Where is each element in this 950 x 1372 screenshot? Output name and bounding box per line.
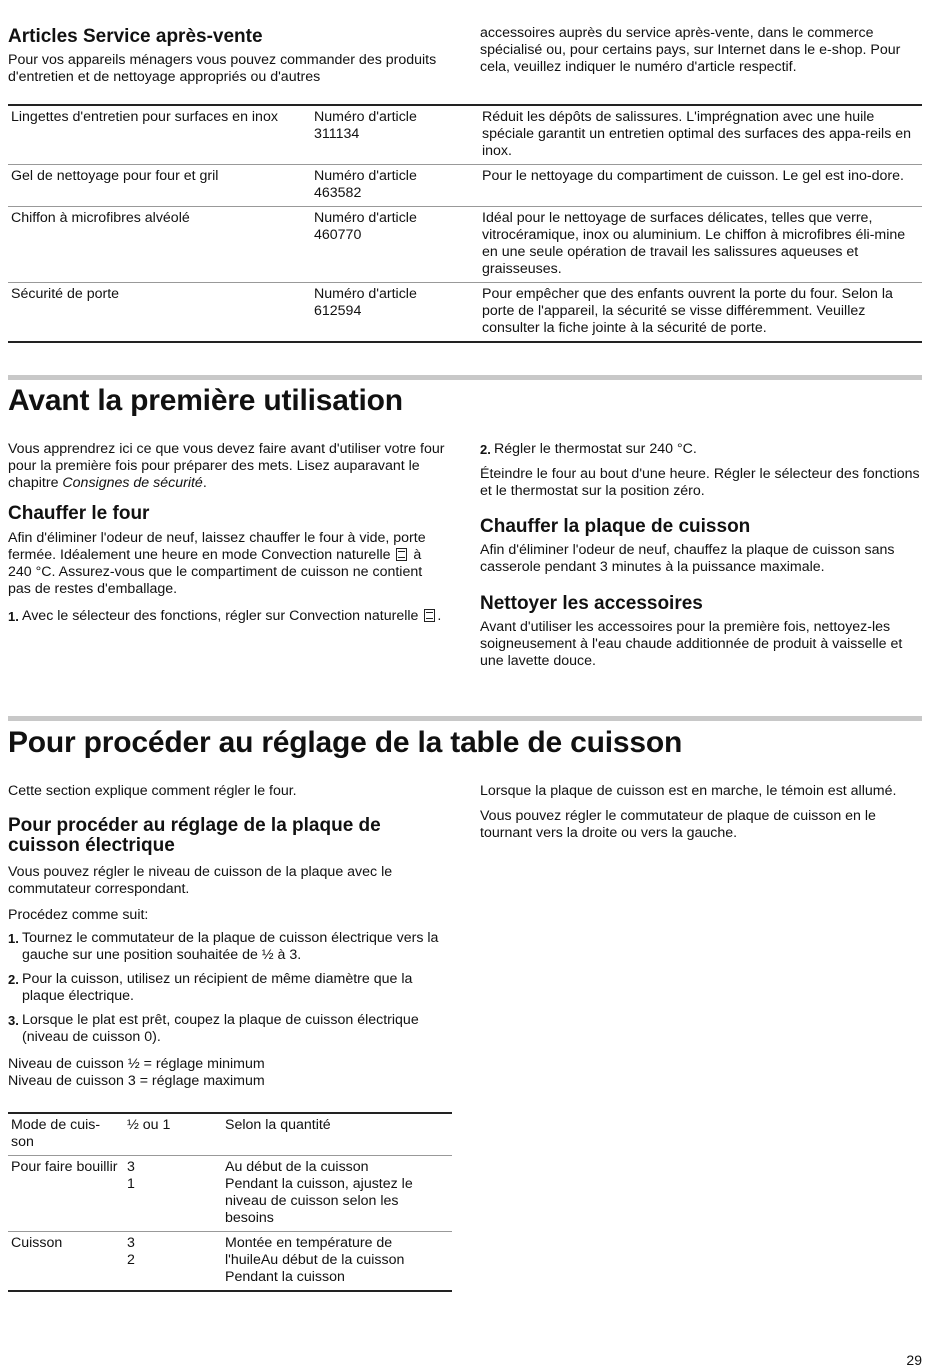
heat-plate-text: Afin d'éliminer l'odeur de neuf, chauffez la plaque de cuisson sans casserole pendant 3 minutes à la puissance maximale.	[480, 542, 895, 575]
article-number: 612594	[314, 303, 362, 319]
table-row	[8, 1156, 452, 1232]
step-number: 2.	[480, 442, 491, 457]
cooking-level: 3 1	[124, 1156, 222, 1232]
step-number: 1.	[8, 931, 19, 946]
step-number: 3.	[8, 1013, 19, 1028]
article-name: Sécurité de porte	[8, 283, 311, 343]
cooking-note: Montée en température de l'huileAu début de la cuisson Pendant la cuisson	[222, 1232, 452, 1292]
proceed-text: Procédez comme suit:	[8, 907, 149, 923]
article-number-label: Numéro d'article	[314, 168, 417, 184]
step-text: Lorsque le plat est prêt, coupez la plaque de cuisson électrique (niveau de cuisson 0).	[22, 1012, 419, 1045]
heat-oven-step-2	[480, 441, 920, 458]
hob-right-p1: Lorsque la plaque de cuisson est en marche, le témoin est allumé.	[480, 783, 897, 799]
article-name: Chiffon à microfibres alvéolé	[8, 207, 311, 283]
table-row	[8, 1113, 452, 1156]
article-description: Idéal pour le nettoyage de surfaces délicates, telles que verre, vitrocéramique, inox ou aluminium. Le chiffon à microfibres éli-mine en une seule opération de travail les salissures aqueuses et graisseuses.	[479, 207, 922, 283]
step-text: Tournez le commutateur de la plaque de cuisson électrique vers la gauche sur une position souhaitée de ½ à 3.	[22, 930, 439, 963]
article-number-label: Numéro d'article	[314, 210, 417, 226]
clean-accessories-title: Nettoyer les accessoires	[480, 593, 703, 614]
article-number: 463582	[314, 185, 362, 201]
hob-intro: Cette section explique comment régler le four.	[8, 783, 297, 799]
table-row	[8, 165, 922, 207]
section-divider	[8, 716, 922, 721]
articles-intro-right: accessoires auprès du service après-vente, dans le commerce spécialisé ou, pour certains pays, sur Internet dans le e-shop. Pour cela, veuillez indiquer le numéro d'article respectif.	[480, 25, 901, 75]
step-text: Pour la cuisson, utilisez un récipient de même diamètre que la plaque électrique.	[22, 971, 413, 1004]
hob-right-column	[480, 783, 920, 842]
article-description: Pour empêcher que des enfants ouvrent la porte du four. Selon la porte de l'appareil, la sécurité se visse différemment. Veuillez consulter la fiche jointe à la sécurité de porte.	[479, 283, 922, 343]
intro-end: .	[202, 475, 207, 491]
level-max: Niveau de cuisson 3 = réglage maximum	[8, 1073, 265, 1089]
step-text: Régler le thermostat sur 240 °C.	[494, 441, 697, 457]
section-divider	[8, 375, 922, 380]
article-number-cell	[311, 207, 479, 283]
hob-right-p2: Vous pouvez régler le commutateur de plaque de cuisson en le tournant vers la droite ou vers la gauche.	[480, 808, 876, 841]
heat-oven-step-1	[8, 608, 448, 625]
table-row	[8, 105, 922, 165]
electric-plate-title: Pour procéder au réglage de la plaque de cuisson électrique	[8, 815, 381, 856]
article-number-label: Numéro d'article	[314, 109, 417, 125]
cooking-note: Au début de la cuisson Pendant la cuisson, ajustez le niveau de cuisson selon les besoins	[222, 1156, 452, 1232]
cooking-level: 3 2	[124, 1232, 222, 1292]
convection-naturelle-icon	[424, 609, 435, 622]
level-min: Niveau de cuisson ½ = réglage minimum	[8, 1056, 265, 1072]
article-number-cell	[311, 105, 479, 165]
cooking-level: ½ ou 1	[124, 1113, 222, 1156]
table-row	[8, 283, 922, 343]
clean-accessories-text: Avant d'utiliser les accessoires pour la première fois, nettoyez-les soigneusement à l'eau chaude additionnée de produit à vaisselle et une lavette douce.	[480, 619, 903, 669]
page-number: 29	[906, 1352, 922, 1368]
hob-step-3	[8, 1012, 448, 1046]
hob-title: Pour procéder au réglage de la table de cuisson	[8, 726, 683, 759]
step-text-end: .	[437, 608, 442, 624]
hob-step-2	[8, 971, 448, 1005]
article-description: Réduit les dépôts de salissures. L'imprégnation avec une huile spéciale garantit un entretien optimal des surfaces des appa-reils en inox.	[479, 105, 922, 165]
table-row	[8, 1232, 452, 1292]
heat-oven-title: Chauffer le four	[8, 503, 150, 524]
hob-step-1	[8, 930, 448, 964]
convection-naturelle-icon	[396, 548, 407, 561]
articles-table	[8, 104, 922, 343]
cooking-mode: Pour faire bouillir	[8, 1156, 124, 1232]
first-use-intro	[8, 441, 448, 492]
cooking-mode: Cuisson	[8, 1232, 124, 1292]
first-use-left-column	[8, 441, 448, 625]
heat-oven-text-a: Afin d'éliminer l'odeur de neuf, laissez chauffer le four à vide, porte fermée. Idéalement une heure en mode Convection naturelle	[8, 530, 426, 563]
step-number: 1.	[8, 609, 19, 624]
article-number-label: Numéro d'article	[314, 286, 417, 302]
intro-text: Vous apprendrez ici ce que vous devez faire avant d'utiliser votre four pour la première fois pour préparer des mets. Lisez auparavant le chapitre	[8, 441, 445, 491]
heat-oven-text	[8, 530, 448, 598]
safety-chapter-reference: Consignes de sécurité	[62, 475, 203, 491]
article-number: 311134	[314, 126, 360, 142]
heat-oven-after: Éteindre le four au bout d'une heure. Régler le sélecteur des fonctions et le thermostat sur la position zéro.	[480, 466, 920, 499]
articles-title: Articles Service après-vente	[8, 26, 263, 47]
step-text: Avec le sélecteur des fonctions, régler sur Convection naturelle	[22, 608, 419, 624]
article-number-cell	[311, 283, 479, 343]
heat-oven-text-b: à 240 °C. Assurez-vous que le compartiment de cuisson ne contient pas de restes d'emballage.	[8, 547, 423, 597]
heat-plate-title: Chauffer la plaque de cuisson	[480, 516, 751, 537]
cooking-note: Selon la quantité	[222, 1113, 452, 1156]
article-name: Gel de nettoyage pour four et gril	[8, 165, 311, 207]
table-row	[8, 207, 922, 283]
article-number-cell	[311, 165, 479, 207]
article-description: Pour le nettoyage du compartiment de cuisson. Le gel est ino-dore.	[479, 165, 922, 207]
cooking-mode: Mode de cuis-son	[8, 1113, 124, 1156]
step-number: 2.	[8, 972, 19, 987]
articles-intro-left: Pour vos appareils ménagers vous pouvez commander des produits d'entretien et de nettoyage appropriés ou d'autres	[8, 52, 437, 85]
cooking-levels-table	[8, 1112, 452, 1292]
article-name: Lingettes d'entretien pour surfaces en inox	[8, 105, 311, 165]
first-use-title: Avant la première utilisation	[8, 384, 403, 417]
first-use-right-column	[480, 441, 920, 670]
hob-left-column	[8, 783, 448, 1090]
electric-plate-text: Vous pouvez régler le niveau de cuisson de la plaque avec le commutateur correspondant.	[8, 864, 393, 897]
article-number: 460770	[314, 227, 362, 243]
